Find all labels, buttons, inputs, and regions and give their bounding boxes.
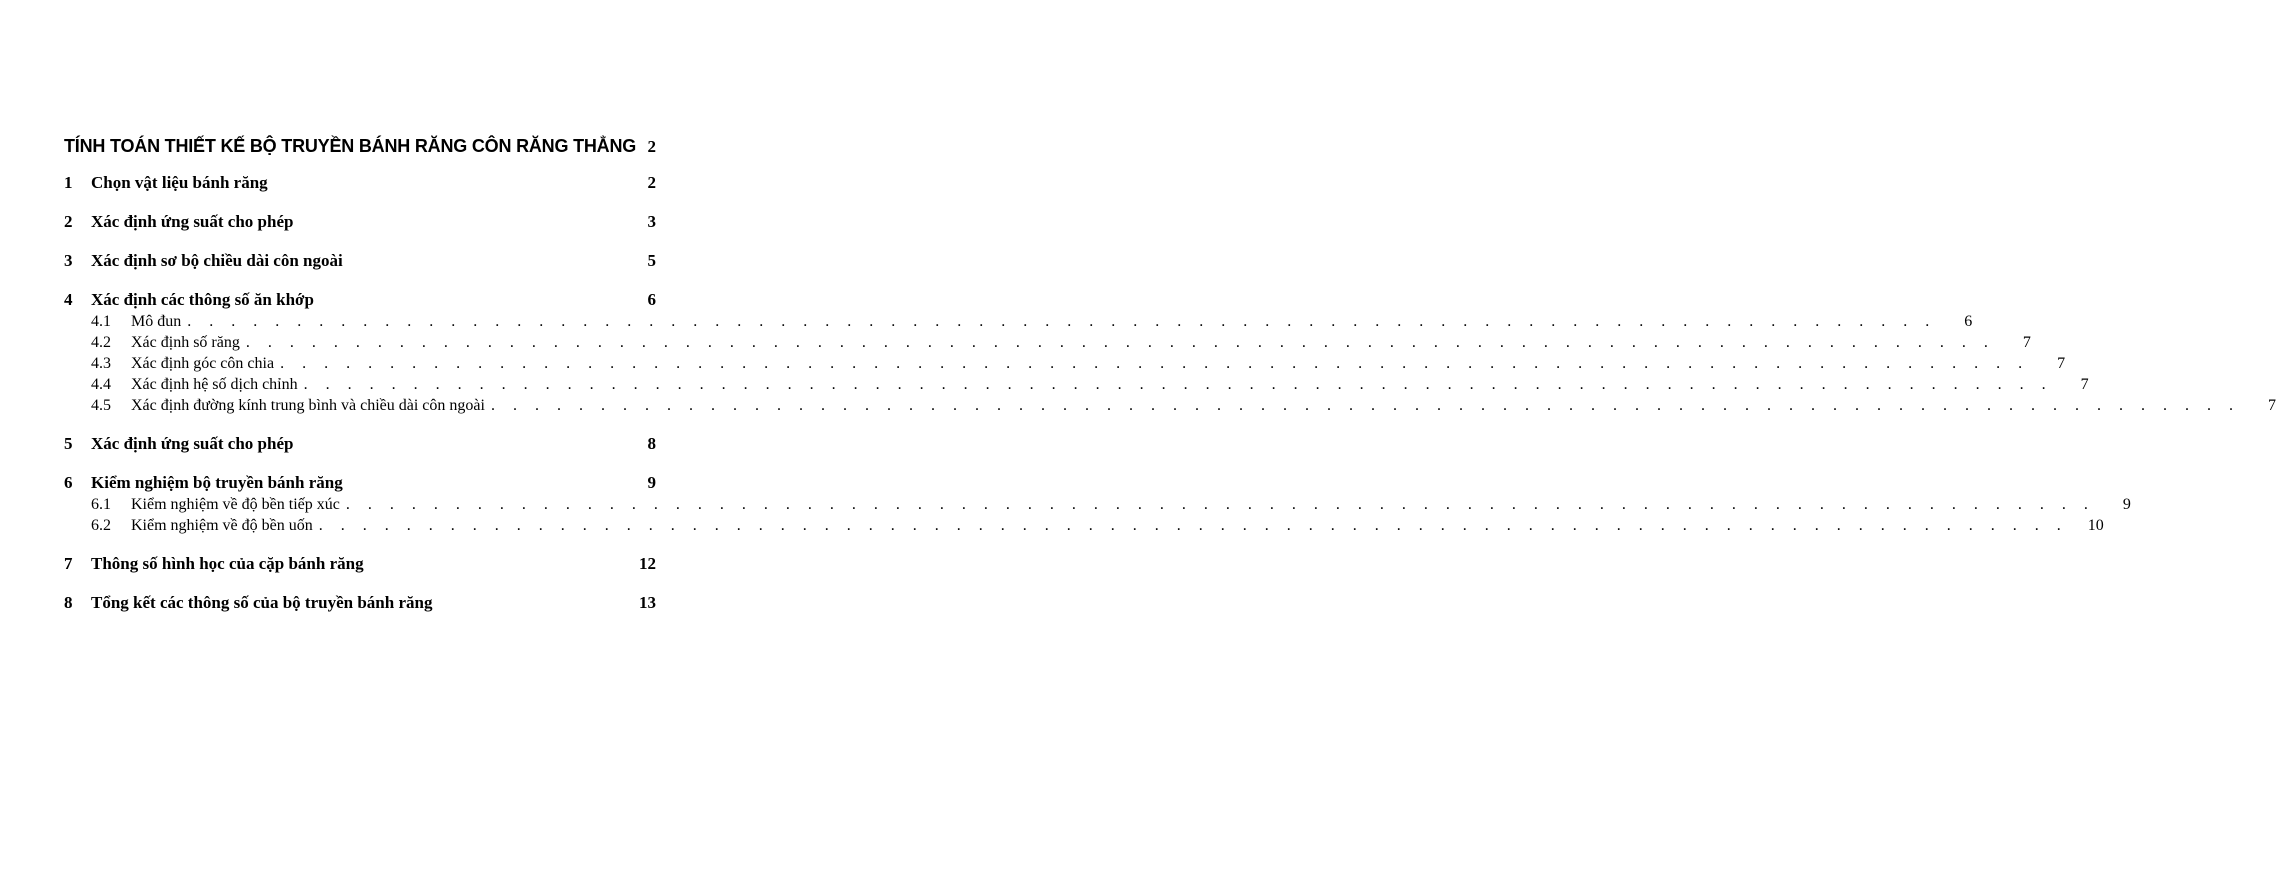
subsection-number: 4.3 [91, 355, 111, 372]
section-title: Chọn vật liệu bánh răng [91, 173, 268, 192]
toc-section-entry[interactable] [64, 471, 656, 494]
section-page-number: 12 [639, 554, 656, 573]
toc-section [64, 210, 656, 233]
subsection-title: Xác định hệ số dịch chỉnh [131, 376, 298, 393]
dot-leader: . . . . . . . . . . . . . . . . . . . . . . . . . . . . . . . . . . . . . . . . . . . . . . . . . . . . . . . . . . . . . . . . . . . . . . . . . . . . . . . . [245, 334, 1995, 351]
toc-subsection-entry[interactable] [64, 353, 2066, 374]
dot-leader: . . . . . . . . . . . . . . . . . . . . . . . . . . . . . . . . . . . . . . . . . . . . . . . . . . . . . . . . . . . . . . . . . . . . . . . . . . . . . . . . [490, 397, 2240, 414]
section-title: Thông số hình học của cặp bánh răng [91, 554, 364, 573]
subsection-number: 4.2 [91, 334, 111, 351]
section-title: Kiểm nghiệm bộ truyền bánh răng [91, 473, 343, 492]
section-page-number: 6 [647, 290, 656, 309]
subsection-number: 4.1 [91, 313, 111, 330]
section-number: 8 [64, 593, 73, 612]
section-number: 6 [64, 473, 73, 492]
subsection-title: Xác định đường kính trung bình và chiều dài côn ngoài [131, 397, 485, 414]
dot-leader: . . . . . . . . . . . . . . . . . . . . . . . . . . . . . . . . . . . . . . . . . . . . . . . . . . . . . . . . . . . . . . . . . . . . . . . . . . . . . . . . [280, 355, 2030, 372]
section-number: 5 [64, 434, 73, 453]
toc-subsection-entry[interactable] [64, 395, 2276, 416]
toc-section-entry[interactable] [64, 171, 656, 194]
section-page-number: 13 [639, 593, 656, 612]
section-number: 7 [64, 554, 73, 573]
subsection-number: 6.1 [91, 496, 111, 513]
toc-section [64, 591, 656, 614]
toc-title-row[interactable] [64, 136, 656, 157]
toc-subsection-entry[interactable] [64, 374, 2089, 395]
subsection-title: Kiểm nghiệm về độ bền tiếp xúc [131, 496, 340, 513]
toc-subsection-entry[interactable] [64, 515, 2104, 536]
subsection-title: Mô đun [131, 313, 182, 330]
toc-title: TÍNH TOÁN THIẾT KẾ BỘ TRUYỀN BÁNH RĂNG CÔN RĂNG THẲNG [64, 136, 637, 156]
dot-leader: . . . . . . . . . . . . . . . . . . . . . . . . . . . . . . . . . . . . . . . . . . . . . . . . . . . . . . . . . . . . . . . . . . . . . . . . . . . . . . . . [345, 496, 2095, 513]
section-number: 4 [64, 290, 73, 309]
toc-subsection-entry[interactable] [64, 311, 1973, 332]
subsection-page-number: 7 [2022, 334, 2031, 351]
section-page-number: 5 [647, 251, 656, 270]
toc-section-entry[interactable] [64, 288, 656, 311]
subsection-title: Xác định số răng [131, 334, 240, 351]
section-number: 2 [64, 212, 73, 231]
subsection-title: Xác định góc côn chia [131, 355, 275, 372]
toc-section-entry[interactable] [64, 210, 656, 233]
toc-section [64, 171, 656, 194]
section-title: Xác định sơ bộ chiều dài côn ngoài [91, 251, 343, 270]
subsection-page-number: 7 [2080, 376, 2089, 393]
subsection-title: Kiểm nghiệm về độ bền uốn [131, 517, 313, 534]
subsection-page-number: 7 [2267, 397, 2276, 414]
toc-section [64, 288, 2276, 416]
subsection-page-number: 10 [2087, 517, 2104, 534]
section-title: Xác định ứng suất cho phép [91, 212, 294, 231]
toc-section [64, 249, 656, 272]
section-title: Xác định ứng suất cho phép [91, 434, 294, 453]
dot-leader: . . . . . . . . . . . . . . . . . . . . . . . . . . . . . . . . . . . . . . . . . . . . . . . . . . . . . . . . . . . . . . . . . . . . . . . . . . . . . . . . [303, 376, 2053, 393]
subsection-page-number: 7 [2057, 355, 2066, 372]
dot-leader: . . . . . . . . . . . . . . . . . . . . . . . . . . . . . . . . . . . . . . . . . . . . . . . . . . . . . . . . . . . . . . . . . . . . . . . . . . . . . . . . [318, 517, 2068, 534]
toc-section-entry[interactable] [64, 552, 656, 575]
toc-section-entry[interactable] [64, 591, 656, 614]
section-number: 1 [64, 173, 73, 192]
subsection-number: 4.5 [91, 397, 111, 414]
toc-title-page: 2 [647, 137, 656, 156]
subsection-page-number: 9 [2122, 496, 2131, 513]
toc-section [64, 432, 656, 455]
dot-leader: . . . . . . . . . . . . . . . . . . . . . . . . . . . . . . . . . . . . . . . . . . . . . . . . . . . . . . . . . . . . . . . . . . . . . . . . . . . . . . . . [187, 313, 1937, 330]
table-of-contents [64, 136, 2276, 630]
section-title: Xác định các thông số ăn khớp [91, 290, 314, 309]
toc-subsection-entry[interactable] [64, 494, 2131, 515]
section-title: Tổng kết các thông số của bộ truyền bánh răng [91, 593, 433, 612]
toc-section-entry[interactable] [64, 432, 656, 455]
subsection-number: 4.4 [91, 376, 111, 393]
section-page-number: 2 [647, 173, 656, 192]
toc-section-entry[interactable] [64, 249, 656, 272]
subsection-page-number: 6 [1964, 313, 1973, 330]
toc-subsection-entry[interactable] [64, 332, 2031, 353]
toc-sections [64, 171, 2276, 614]
subsection-number: 6.2 [91, 517, 111, 534]
toc-section [64, 471, 2131, 536]
section-page-number: 8 [647, 434, 656, 453]
toc-section [64, 552, 656, 575]
section-page-number: 9 [647, 473, 656, 492]
section-number: 3 [64, 251, 73, 270]
section-page-number: 3 [647, 212, 656, 231]
